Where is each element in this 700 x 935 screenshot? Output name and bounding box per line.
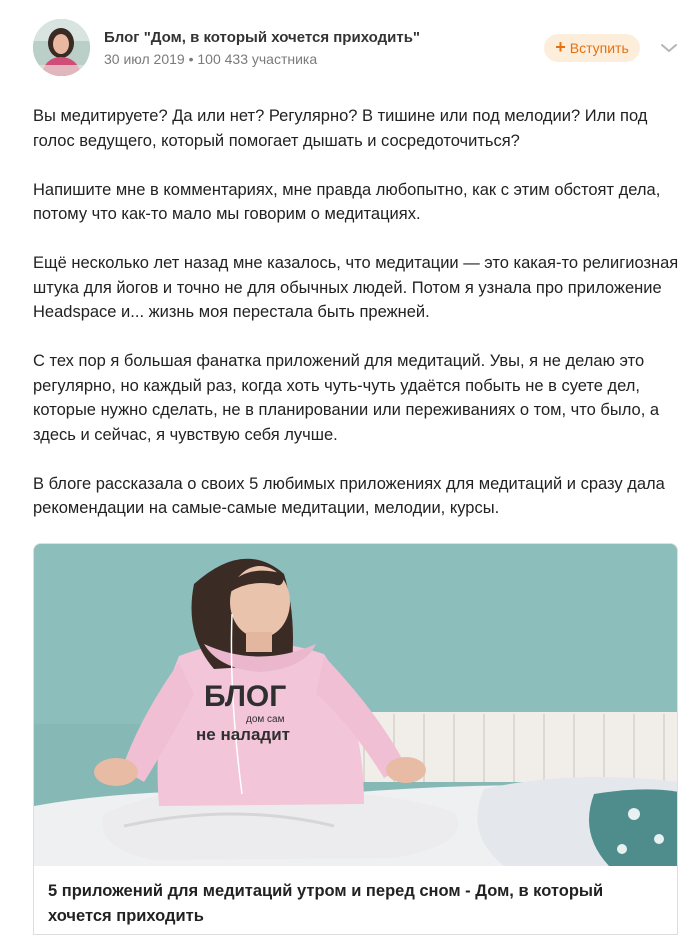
post-paragraph: Напишите мне в комментариях, мне правда любопытно, как с этим обстоят дела, потому что как-то мало мы говорим о медитациях. [33,180,661,223]
link-preview-image[interactable] [34,544,678,866]
join-label: Вступить [569,40,629,56]
hoodie-print-line1: БЛОГ [204,680,287,713]
chevron-down-icon[interactable] [660,40,678,56]
avatar-image [33,19,90,76]
post-paragraph: Ещё несколько лет назад мне казалось, что медитации — это какая-то религиозная штука для йогов и точно не для обычных людей. Потом я узнала про приложение Headspace и... жизнь моя перестала быть прежней. [33,254,679,321]
post-date: 30 июл 2019 [104,51,185,67]
group-avatar[interactable] [33,19,90,76]
group-title[interactable]: Блог "Дом, в который хочется приходить" [104,29,421,46]
post-paragraph: С тех пор я большая фанатка приложений для медитаций. Увы, я не делаю это регулярно, но каждый раз, когда хоть чуть-чуть удаётся побыть не в суете дел, которые нужно сделать, не в планировании или переживаниях о том, что было, а здесь и сейчас, я чувствую себя лучше. [33,352,660,444]
post-header [0,0,700,90]
join-button[interactable] [544,34,640,62]
plus-icon: + [555,37,566,57]
hoodie-print-line3: не наладит [196,725,290,744]
post-body [33,104,683,545]
member-count: 100 433 участника [197,51,318,67]
link-preview-title[interactable]: 5 приложений для медитаций утром и перед сном - Дом, в который хочется приходить [48,882,604,925]
post-paragraph: В блоге рассказала о своих 5 любимых приложениях для медитаций и сразу дала рекомендации на самые-самые медитации, мелодии, курсы. [33,474,665,517]
post-meta [104,51,317,67]
post-paragraph: Вы медитируете? Да или нет? Регулярно? В тишине или под мелодии? Или под голос ведущего, который помогает дышать и сосредоточиться? [33,107,648,150]
link-preview-card[interactable] [33,543,678,935]
meta-separator: • [188,51,194,67]
hoodie-print-line2: дом сам [246,714,285,725]
